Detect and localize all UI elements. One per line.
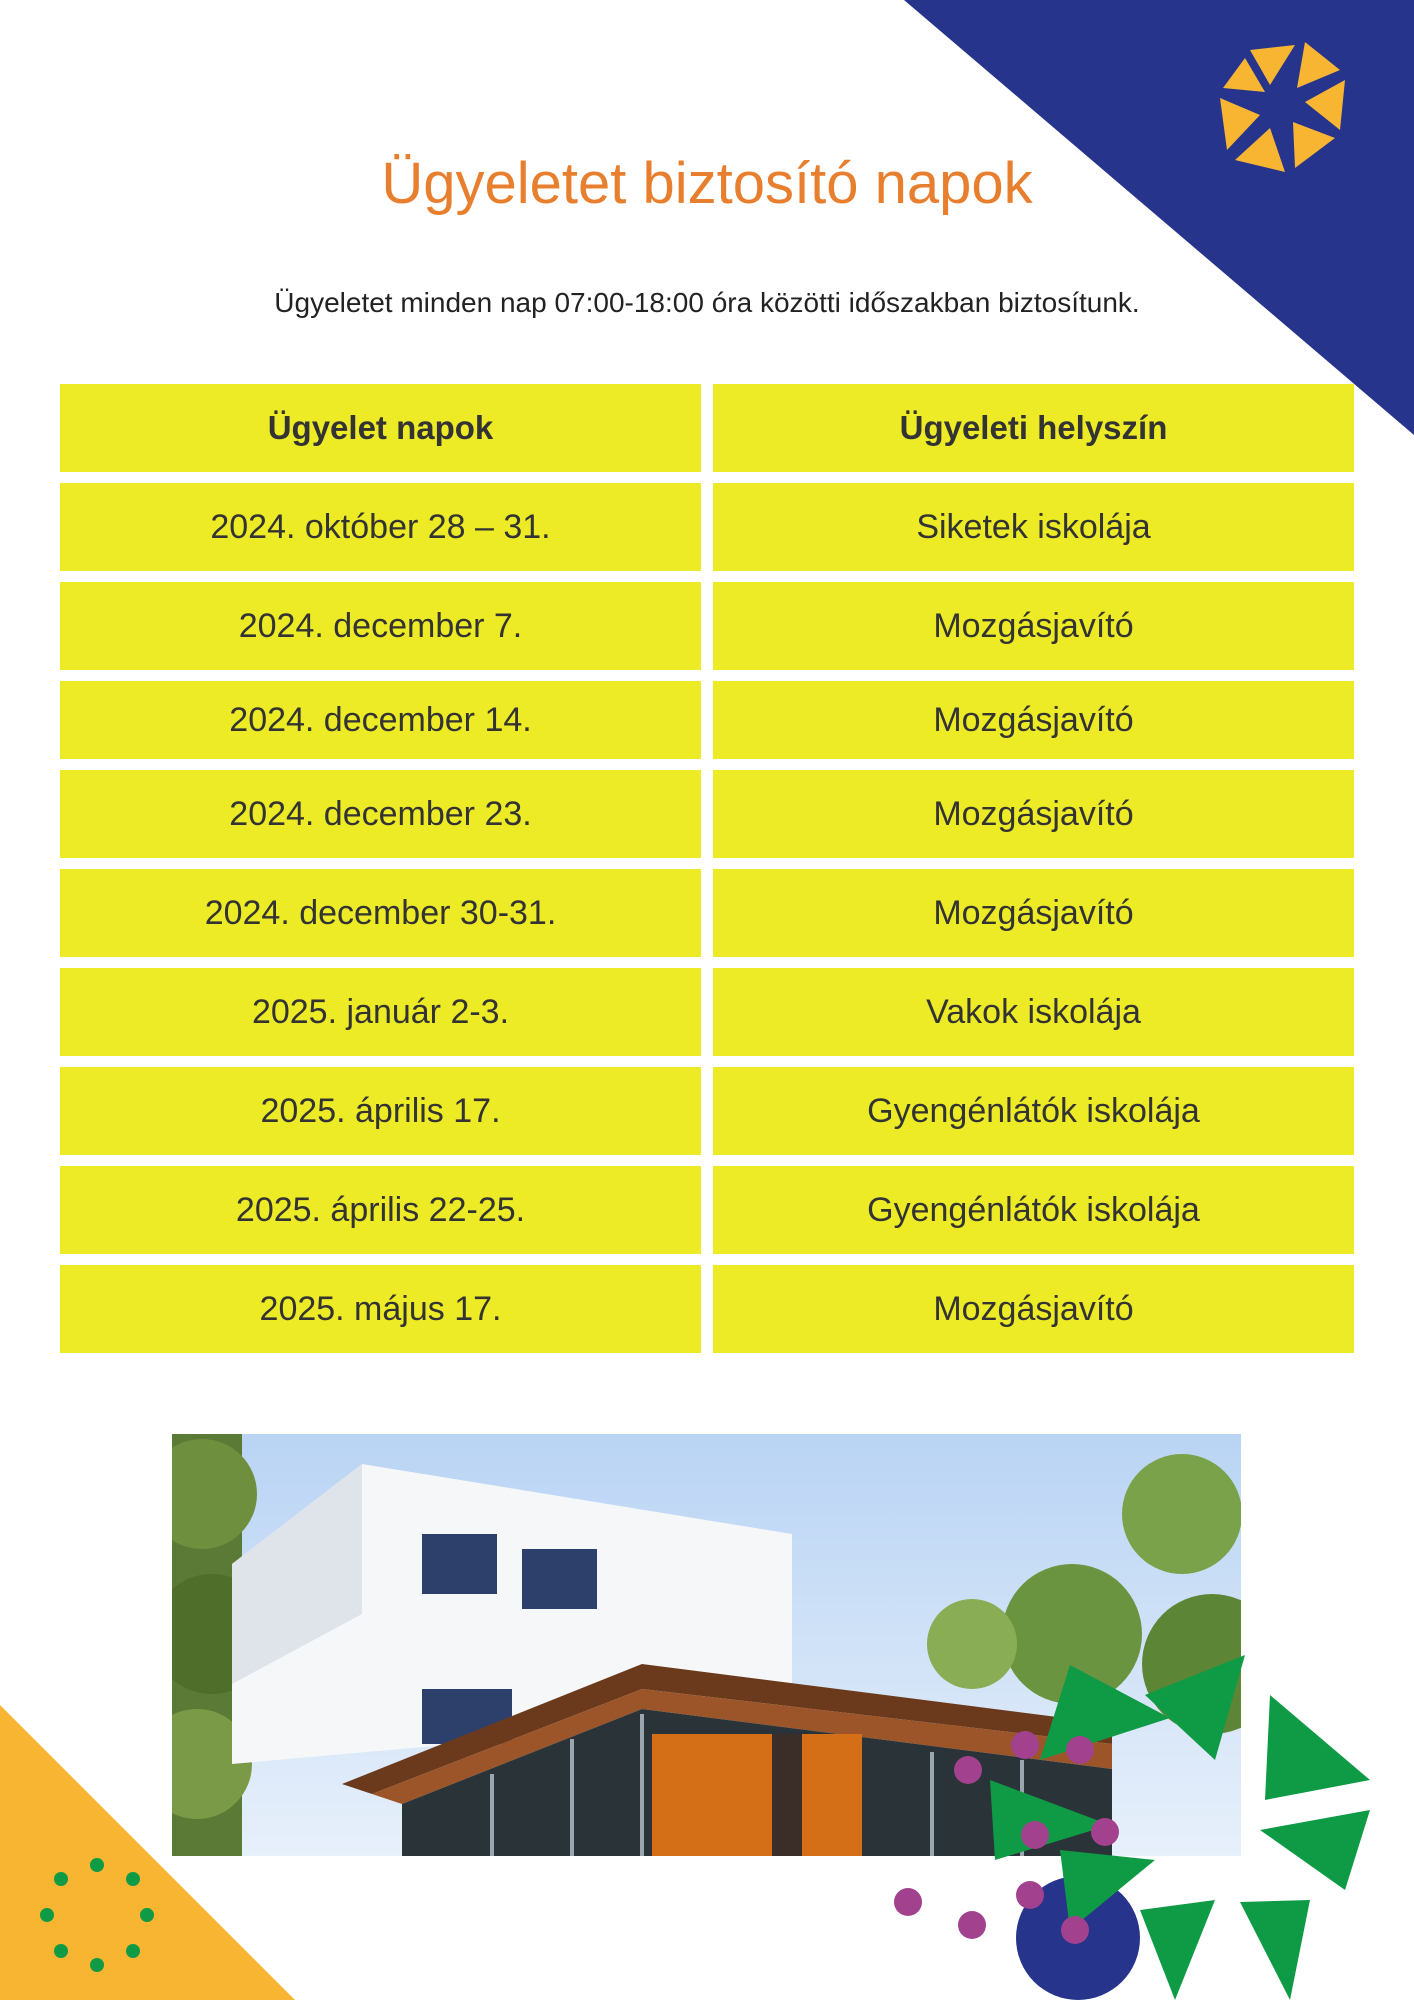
decorative-shapes <box>880 1640 1414 2000</box>
table-header-row <box>60 384 1354 472</box>
dot-circle-icon <box>35 1855 160 1980</box>
location-cell: Vakok iskolája <box>713 968 1354 1056</box>
location-cell: Siketek iskolája <box>713 483 1354 571</box>
column-header-days: Ügyelet napok <box>60 384 701 472</box>
table-row <box>60 1265 1354 1353</box>
date-cell: 2025. április 22-25. <box>60 1166 701 1254</box>
schedule-table <box>60 384 1354 1364</box>
table-row <box>60 968 1354 1056</box>
table-row <box>60 1067 1354 1155</box>
date-cell: 2024. december 7. <box>60 582 701 670</box>
table-row <box>60 770 1354 858</box>
date-cell: 2024. október 28 – 31. <box>60 483 701 571</box>
date-cell: 2024. december 23. <box>60 770 701 858</box>
location-cell: Mozgásjavító <box>713 1265 1354 1353</box>
table-row <box>60 869 1354 957</box>
location-cell: Mozgásjavító <box>713 681 1354 759</box>
location-cell: Gyengénlátók iskolája <box>713 1067 1354 1155</box>
location-cell: Mozgásjavító <box>713 770 1354 858</box>
date-cell: 2025. április 17. <box>60 1067 701 1155</box>
table-row <box>60 483 1354 571</box>
location-cell: Gyengénlátók iskolája <box>713 1166 1354 1254</box>
location-cell: Mozgásjavító <box>713 869 1354 957</box>
page-title: Ügyeletet biztosító napok <box>381 151 1033 216</box>
table-row <box>60 681 1354 759</box>
table-row <box>60 1166 1354 1254</box>
date-cell: 2024. december 14. <box>60 681 701 759</box>
date-cell: 2025. május 17. <box>60 1265 701 1353</box>
page-subtitle: Ügyeletet minden nap 07:00-18:00 óra közötti időszakban biztosítunk. <box>274 287 1140 318</box>
date-cell: 2024. december 30-31. <box>60 869 701 957</box>
date-cell: 2025. január 2-3. <box>60 968 701 1056</box>
location-cell: Mozgásjavító <box>713 582 1354 670</box>
column-header-location: Ügyeleti helyszín <box>713 384 1354 472</box>
table-row <box>60 582 1354 670</box>
